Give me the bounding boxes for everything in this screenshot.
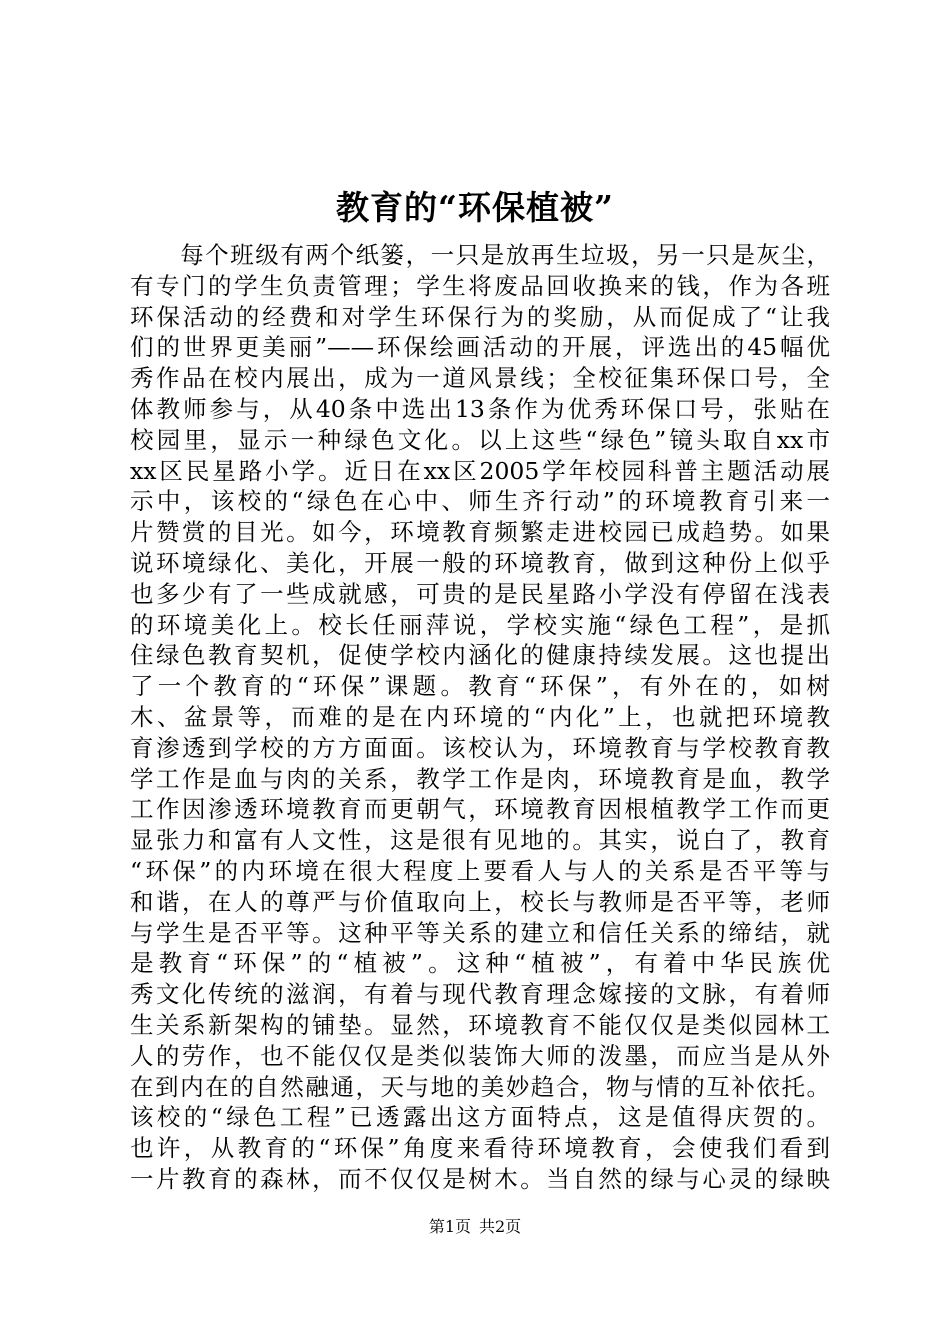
body-line: 秀作品在校内展出，成为一道风景线；全校征集环保口号，全 [130, 364, 830, 393]
page-number: 第1页 [428, 1217, 471, 1236]
body-line: 有专门的学生负责管理；学生将废品回收换来的钱，作为各班 [130, 271, 830, 300]
page-total: 共2页 [479, 1217, 522, 1236]
body-line: 木、盆景等，而难的是在内环境的“内化”上，也就把环境教 [130, 702, 830, 731]
body-line: “环保”的内环境在很大程度上要看人与人的关系是否平等与 [130, 856, 830, 885]
body-line: 在到内在的自然融通，天与地的美妙趋合，物与情的互补依托。 [130, 1072, 830, 1101]
body-line: 校园里，显示一种绿色文化。以上这些“绿色”镜头取自xx市 [130, 425, 830, 454]
body-line: 每个班级有两个纸篓，一只是放再生垃圾，另一只是灰尘， [130, 241, 830, 269]
body-line: 生关系新架构的铺垫。显然，环境教育不能仅仅是类似园林工 [130, 1010, 830, 1039]
body-line: xx区民星路小学。近日在xx区2005学年校园科普主题活动展 [130, 456, 830, 485]
page-footer [0, 1216, 950, 1238]
body-line: 显张力和富有人文性，这是很有见地的。其实，说白了，教育 [130, 826, 830, 855]
body-line: 的环境美化上。校长任丽萍说，学校实施“绿色工程”，是抓 [130, 610, 830, 639]
body-line: 们的世界更美丽”——环保绘画活动的开展，评选出的45幅优 [130, 333, 830, 362]
body-line: 一片教育的森林，而不仅仅是树木。当自然的绿与心灵的绿映 [130, 1164, 830, 1193]
body-line: 育渗透到学校的方方面面。该校认为，环境教育与学校教育教 [130, 733, 830, 762]
body-line: 也多少有了一些成就感，可贵的是民星路小学没有停留在浅表 [130, 579, 830, 608]
body-line: 是教育“环保”的“植被”。这种“植被”，有着中华民族优 [130, 949, 830, 978]
body-line: 学工作是血与肉的关系，教学工作是肉，环境教育是血，教学 [130, 764, 830, 793]
body-line: 秀文化传统的滋润，有着与现代教育理念嫁接的文脉，有着师 [130, 980, 830, 1009]
body-line: 和谐，在人的尊严与价值取向上，校长与教师是否平等，老师 [130, 887, 830, 916]
body-line: 说环境绿化、美化，开展一般的环境教育，做到这种份上似乎 [130, 548, 830, 577]
body-line: 人的劳作，也不能仅仅是类似装饰大师的泼墨，而应当是从外 [130, 1041, 830, 1070]
body-line: 住绿色教育契机，促使学校内涵化的健康持续发展。这也提出 [130, 641, 830, 670]
body-line: 片赞赏的目光。如今，环境教育频繁走进校园已成趋势。如果 [130, 518, 830, 547]
body-line: 环保活动的经费和对学生环保行为的奖励，从而促成了“让我 [130, 302, 830, 331]
body-line: 了一个教育的“环保”课题。教育“环保”，有外在的，如树 [130, 672, 830, 701]
document-title: 教育的“环保植被” [336, 188, 614, 227]
body-line: 该校的“绿色工程”已透露出这方面特点，这是值得庆贺的。 [130, 1103, 830, 1132]
body-line: 示中，该校的“绿色在心中、师生齐行动”的环境教育引来一 [130, 487, 830, 516]
body-line: 体教师参与，从40条中选出13条作为优秀环保口号，张贴在 [130, 394, 830, 423]
body-line: 与学生是否平等。这种平等关系的建立和信任关系的缔结，就 [130, 918, 830, 947]
document-body [130, 240, 830, 1195]
body-line: 工作因渗透环境教育而更朝气，环境教育因根植教学工作而更 [130, 795, 830, 824]
body-line: 也许，从教育的“环保”角度来看待环境教育，会使我们看到 [130, 1134, 830, 1163]
